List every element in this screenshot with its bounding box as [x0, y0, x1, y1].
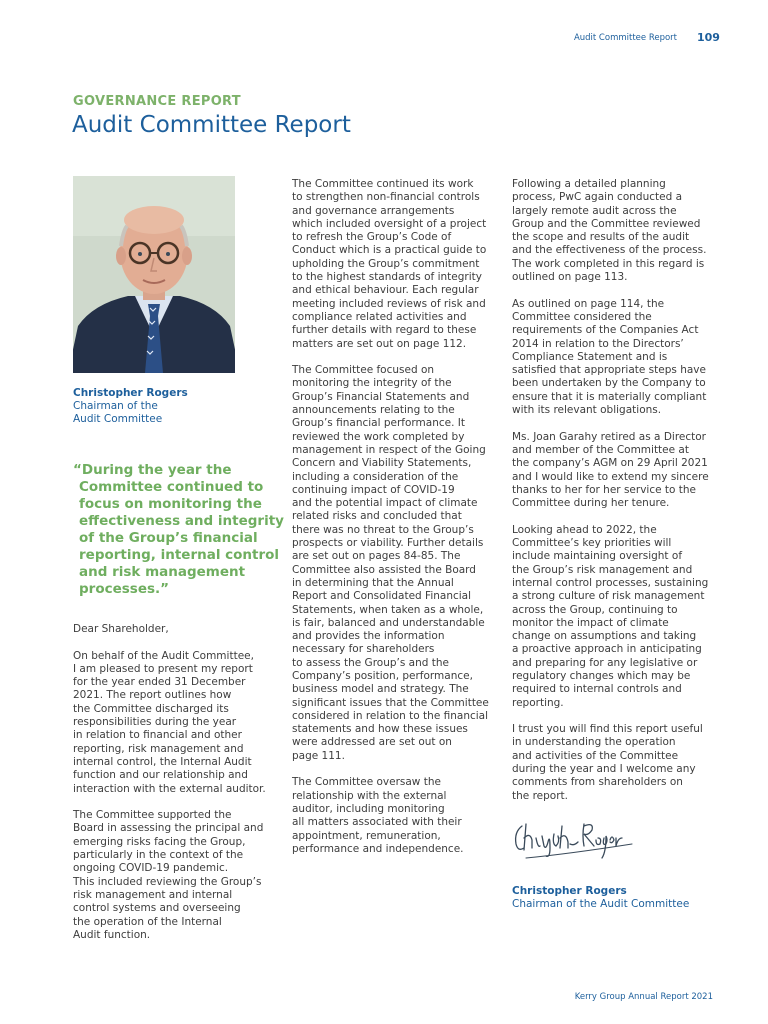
text-line: Report and Consolidated Financial: [292, 590, 472, 603]
text-line: and the effectiveness of the process.: [512, 244, 707, 257]
text-line: and governance arrangements: [292, 204, 455, 217]
text-line: significant issues that the Committee: [292, 696, 489, 709]
text-line: Audit function.: [73, 928, 151, 941]
quote-line: effectiveness and integrity: [79, 513, 284, 529]
paragraph: [512, 298, 717, 418]
text-line: Compliance Statement and is: [512, 350, 668, 363]
paragraph: [73, 809, 278, 942]
text-line: regulatory changes which may be: [512, 669, 691, 682]
text-line: Committee’s key priorities will: [512, 537, 672, 550]
text-line: compliance related activities and: [292, 310, 467, 323]
text-line: and I would like to extend my sincere: [512, 470, 709, 483]
text-line: reviewed the work completed by: [292, 430, 465, 443]
text-line: appointment, remuneration,: [292, 829, 441, 842]
text-line: ensure that it is materially compliant: [512, 390, 707, 403]
text-line: further details with regard to these: [292, 324, 477, 337]
text-line: Group and the Committee reviewed: [512, 217, 701, 230]
text-line: to the highest standards of integrity: [292, 271, 482, 284]
text-line: across the Group, continuing to: [512, 603, 678, 616]
text-line: Board in assessing the principal and: [73, 822, 264, 835]
text-line: particularly in the context of the: [73, 849, 244, 862]
text-line: auditor, including monitoring: [292, 802, 445, 815]
text-line: internal control processes, sustaining: [512, 576, 709, 589]
text-line: considered in relation to the financial: [292, 709, 489, 722]
text-line: risk management and internal: [73, 888, 233, 901]
signatory-name: Christopher Rogers: [512, 885, 627, 897]
text-line: Committee during her tenure.: [512, 497, 670, 510]
text-line: and activities of the Committee: [512, 749, 679, 762]
body-column-1: [73, 623, 278, 955]
text-line: and member of the Committee at: [512, 443, 689, 456]
quote-line: Committee continued to: [79, 479, 264, 495]
portrait-photo: [73, 176, 235, 373]
paragraph: [512, 723, 717, 803]
text-line: internal control, the Internal Audit: [73, 755, 252, 768]
text-line: and ethical behaviour. Each regular: [292, 284, 479, 297]
text-line: to assess the Group’s and the: [292, 656, 449, 669]
text-line: Committee considered the: [512, 310, 652, 323]
section-label: GOVERNANCE REPORT: [73, 94, 241, 109]
person-role-line: Audit Committee: [73, 413, 163, 425]
text-line: with its relevant obligations.: [512, 404, 662, 417]
quote-line: of the Group’s financial: [79, 530, 258, 546]
text-line: business model and strategy. The: [292, 683, 469, 696]
text-line: announcements relating to the: [292, 404, 455, 417]
paragraph: [292, 776, 497, 856]
text-line: which included oversight of a project: [292, 217, 487, 230]
text-line: to refresh the Group’s Code of: [292, 231, 452, 244]
text-line: reporting.: [512, 696, 564, 709]
text-line: The work completed in this regard is: [512, 257, 705, 270]
body-column-2: [292, 178, 497, 869]
text-line: and the potential impact of climate: [292, 497, 478, 510]
text-line: upholding the Group’s commitment: [292, 257, 480, 270]
person-name: Christopher Rogers: [73, 387, 188, 399]
body-column-3: [512, 178, 717, 816]
text-line: I am pleased to present my report: [73, 662, 253, 675]
paragraph: [292, 364, 497, 763]
text-line: performance and independence.: [292, 842, 464, 855]
text-line: As outlined on page 114, the: [512, 297, 665, 310]
text-line: a strong culture of risk management: [512, 590, 705, 603]
quote-line: “During the year the: [73, 462, 232, 478]
text-line: been undertaken by the Company to: [512, 377, 706, 390]
person-role-line: Chairman of the: [73, 400, 158, 412]
text-line: responsibilities during the year: [73, 716, 237, 729]
text-line: a proactive approach in anticipating: [512, 643, 702, 656]
text-line: Group’s Financial Statements and: [292, 390, 470, 403]
paragraph: [512, 524, 717, 710]
text-line: Concern and Viability Statements,: [292, 457, 472, 470]
text-line: the report.: [512, 789, 568, 802]
text-line: interaction with the external auditor.: [73, 782, 266, 795]
text-line: control systems and overseeing: [73, 902, 241, 915]
text-line: necessary for shareholders: [292, 643, 435, 656]
text-line: Looking ahead to 2022, the: [512, 523, 657, 536]
text-line: thanks to her for her service to the: [512, 483, 697, 496]
page-footer: Kerry Group Annual Report 2021: [574, 992, 713, 1002]
text-line: 2014 in relation to the Directors’: [512, 337, 684, 350]
text-line: The Committee continued its work: [292, 178, 474, 190]
text-line: I trust you will find this report useful: [512, 723, 703, 736]
text-line: Ms. Joan Garahy retired as a Director: [512, 430, 707, 443]
text-line: 2021. The report outlines how: [73, 689, 232, 702]
quote-line: and risk management: [79, 564, 246, 580]
text-line: The Committee supported the: [73, 809, 232, 822]
text-line: statements and how these issues: [292, 723, 468, 736]
paragraph: [73, 623, 278, 636]
paragraph: [73, 650, 278, 796]
signature-image: [508, 812, 636, 872]
person-role: [73, 400, 193, 426]
text-line: in understanding the operation: [512, 736, 676, 749]
text-line: during the year and I welcome any: [512, 763, 696, 776]
text-line: continuing impact of COVID-19: [292, 483, 455, 496]
text-line: Following a detailed planning: [512, 178, 666, 190]
text-line: relationship with the external: [292, 789, 447, 802]
signatory-role: Chairman of the Audit Committee: [512, 898, 690, 910]
text-line: Committee also assisted the Board: [292, 563, 476, 576]
text-line: including a consideration of the: [292, 470, 459, 483]
text-line: related risks and concluded that: [292, 510, 462, 523]
pull-quote: [73, 462, 284, 598]
text-line: comments from shareholders on: [512, 776, 683, 789]
quote-line: processes.”: [79, 581, 170, 597]
text-line: monitoring the integrity of the: [292, 377, 452, 390]
text-line: in relation to financial and other: [73, 729, 242, 742]
page-number: 109: [697, 31, 720, 44]
text-line: were addressed are set out on: [292, 736, 452, 749]
text-line: the company’s AGM on 29 April 2021: [512, 457, 708, 470]
text-line: Dear Shareholder,: [73, 623, 169, 635]
text-line: ongoing COVID-19 pandemic.: [73, 862, 229, 875]
text-line: prospects or viability. Further details: [292, 537, 484, 550]
text-line: are set out on pages 84-85. The: [292, 550, 461, 563]
text-line: emerging risks facing the Group,: [73, 835, 246, 848]
text-line: change on assumptions and taking: [512, 630, 697, 643]
text-line: required to internal controls and: [512, 683, 682, 696]
text-line: Company’s position, performance,: [292, 669, 473, 682]
text-line: in determining that the Annual: [292, 576, 454, 589]
text-line: is fair, balanced and understandable: [292, 616, 485, 629]
text-line: to strengthen non-financial controls: [292, 191, 480, 204]
text-line: satisfied that appropriate steps have: [512, 364, 706, 377]
quote-line: focus on monitoring the: [79, 496, 262, 512]
text-line: Statements, when taken as a whole,: [292, 603, 484, 616]
text-line: the Committee discharged its: [73, 702, 229, 715]
text-line: matters are set out on page 112.: [292, 337, 467, 350]
text-line: On behalf of the Audit Committee,: [73, 649, 254, 662]
text-line: the Group’s risk management and: [512, 563, 693, 576]
text-line: process, PwC again conducted a: [512, 191, 683, 204]
page-title: Audit Committee Report: [72, 112, 351, 138]
portrait-image: [73, 176, 235, 373]
text-line: monitor the impact of climate: [512, 616, 669, 629]
text-line: page 111.: [292, 749, 345, 762]
text-line: function and our relationship and: [73, 769, 248, 782]
text-line: largely remote audit across the: [512, 204, 677, 217]
signature-icon: [508, 812, 636, 872]
text-line: requirements of the Companies Act: [512, 324, 699, 337]
text-line: the scope and results of the audit: [512, 231, 690, 244]
text-line: there was no threat to the Group’s: [292, 523, 474, 536]
paragraph: [292, 178, 497, 351]
paragraph: [512, 431, 717, 511]
text-line: and provides the information: [292, 630, 445, 643]
text-line: outlined on page 113.: [512, 271, 628, 284]
text-line: Conduct which is a practical guide to: [292, 244, 487, 257]
text-line: management in respect of the Going: [292, 443, 486, 456]
text-line: and preparing for any legislative or: [512, 656, 698, 669]
text-line: the operation of the Internal: [73, 915, 222, 928]
text-line: all matters associated with their: [292, 816, 462, 829]
text-line: include maintaining oversight of: [512, 550, 683, 563]
text-line: This included reviewing the Group’s: [73, 875, 262, 888]
text-line: The Committee focused on: [292, 364, 435, 377]
running-header: Audit Committee Report: [573, 33, 677, 43]
text-line: reporting, risk management and: [73, 742, 244, 755]
quote-line: reporting, internal control: [79, 547, 280, 563]
text-line: for the year ended 31 December: [73, 676, 246, 689]
text-line: meeting included reviews of risk and: [292, 297, 486, 310]
text-line: The Committee oversaw the: [292, 776, 441, 789]
text-line: Group’s financial performance. It: [292, 417, 465, 430]
paragraph: [512, 178, 717, 284]
